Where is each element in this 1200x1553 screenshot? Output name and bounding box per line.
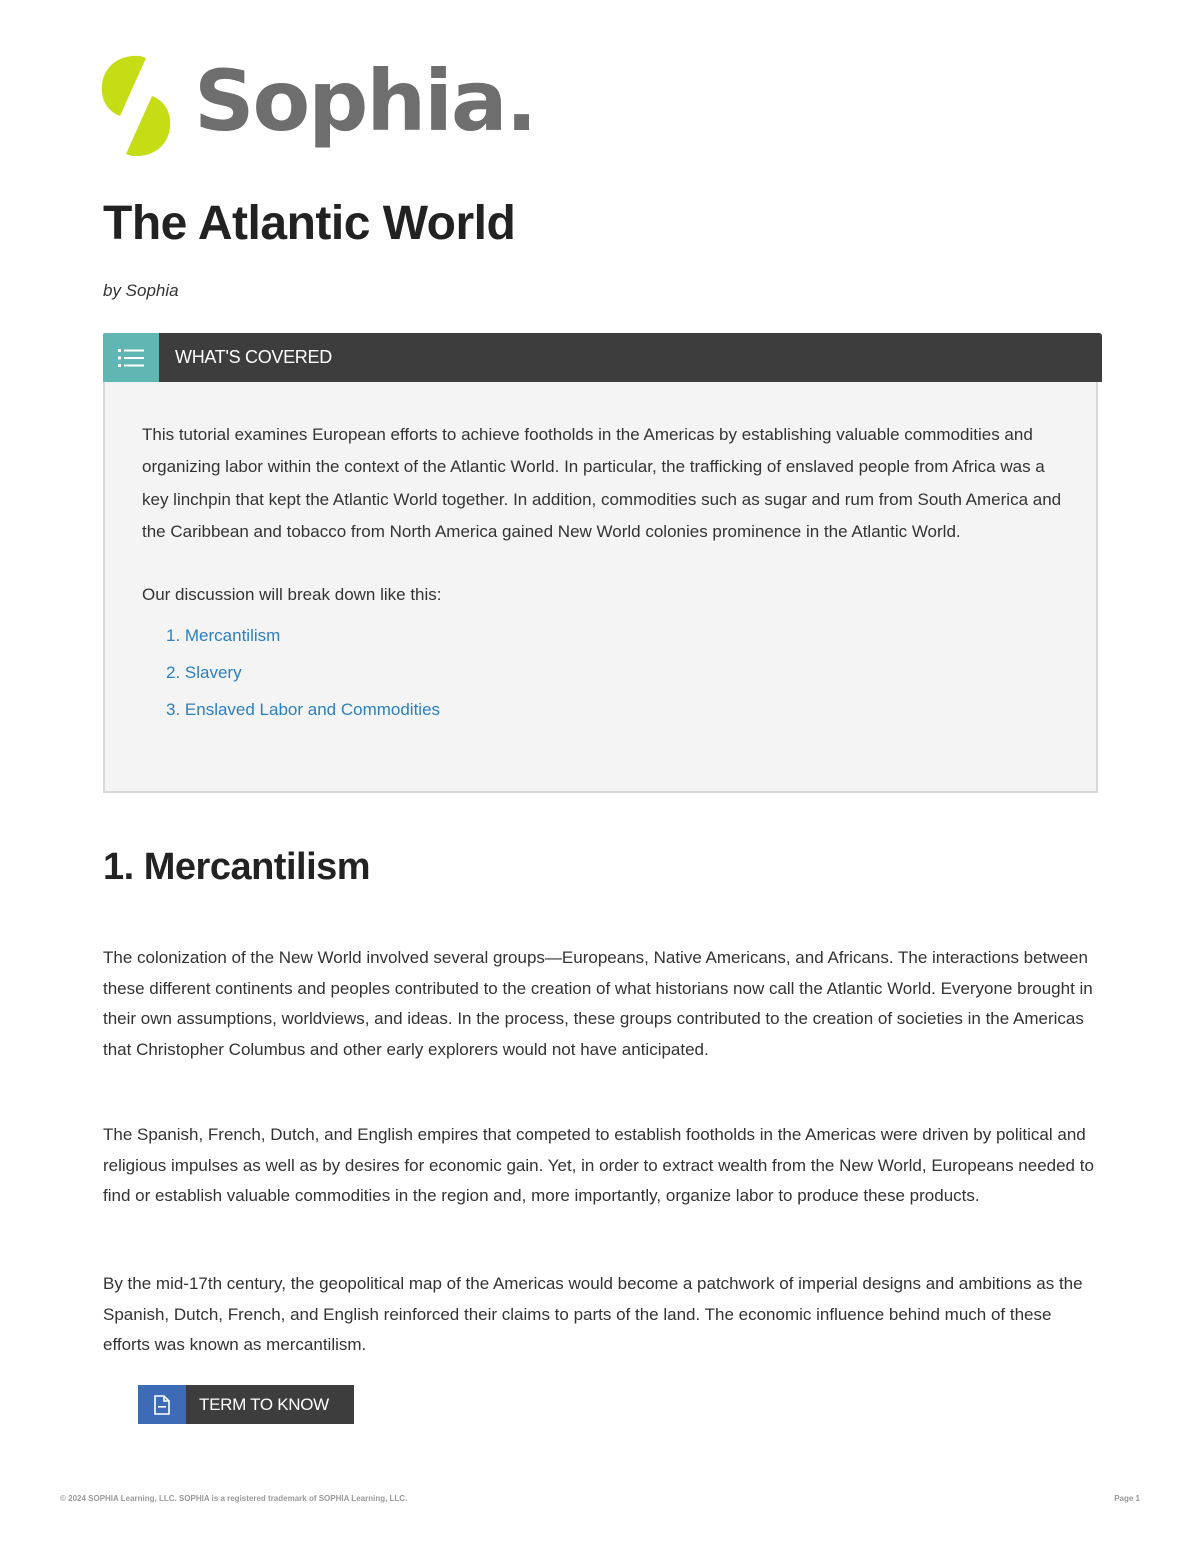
- paragraph: By the mid-17th century, the geopolitical map of the Americas would become a patchwork of imperial designs and ambitions as the Spanish, Dutch, French, and English reinforced their claims to parts of the land. The economic influence behind much of these efforts was known as mercantilism.: [103, 1274, 1083, 1355]
- page-title: The Atlantic World: [103, 197, 516, 250]
- footer-page-number: Page 1: [1114, 1494, 1140, 1503]
- whats-covered-summary: This tutorial examines European efforts to achieve footholds in the Americas by establishing valuable commodities and organizing labor within the context of the Atlantic World. In particular, the trafficking of enslaved people from Africa was a key linchpin that kept the Atlantic World together. In addition, commodities such as sugar and rum from South America and the Caribbean and tobacco from North America gained New World colonies prominence in the Atlantic World.: [142, 425, 1062, 541]
- whats-covered-title: WHAT'S COVERED: [175, 347, 332, 367]
- term-to-know-button[interactable]: [138, 1385, 354, 1424]
- whats-covered-body: [142, 419, 1062, 728]
- whats-covered-box: [103, 333, 1098, 793]
- paragraph: The Spanish, French, Dutch, and English empires that competed to establish footholds in the Americas were driven by political and religious impulses as well as by desires for economic gain. Yet, in order to extract wealth from the New World, Europeans needed to find or establish valuable commodities in the region and, more importantly, organize labor to produce these products.: [103, 1125, 1094, 1206]
- sophia-logo: [100, 52, 536, 160]
- sophia-wordmark: Sophia.: [194, 52, 536, 150]
- term-to-know-label: TERM TO KNOW: [199, 1395, 329, 1414]
- paragraph: The colonization of the New World involved several groups—Europeans, Native Americans, and Africans. The interactions between these different continents and peoples contributed to the creation of what historians now call the Atlantic World. Everyone brought in their own assumptions, worldviews, and ideas. In the process, these groups contributed to the creation of societies in the Americas that Christopher Columbus and other early explorers would not have anticipated.: [103, 948, 1093, 1059]
- toc-item-slavery[interactable]: 2. Slavery: [166, 663, 242, 683]
- footer-copyright: © 2024 SOPHIA Learning, LLC. SOPHIA is a registered trademark of SOPHIA Learning, LLC.: [60, 1494, 408, 1503]
- whats-covered-header: [103, 333, 1102, 382]
- toc-item-enslaved-labor[interactable]: 3. Enslaved Labor and Commodities: [166, 700, 441, 720]
- byline: by Sophia: [103, 281, 179, 300]
- toc-list: [166, 617, 1062, 728]
- sophia-logo-mark: [100, 54, 172, 158]
- whats-covered-intro: Our discussion will break down like this:: [142, 585, 442, 605]
- document-icon: [138, 1385, 186, 1424]
- toc-item-mercantilism[interactable]: 1. Mercantilism: [166, 626, 281, 646]
- list-icon: [103, 333, 159, 382]
- section-heading-mercantilism: 1. Mercantilism: [103, 846, 371, 888]
